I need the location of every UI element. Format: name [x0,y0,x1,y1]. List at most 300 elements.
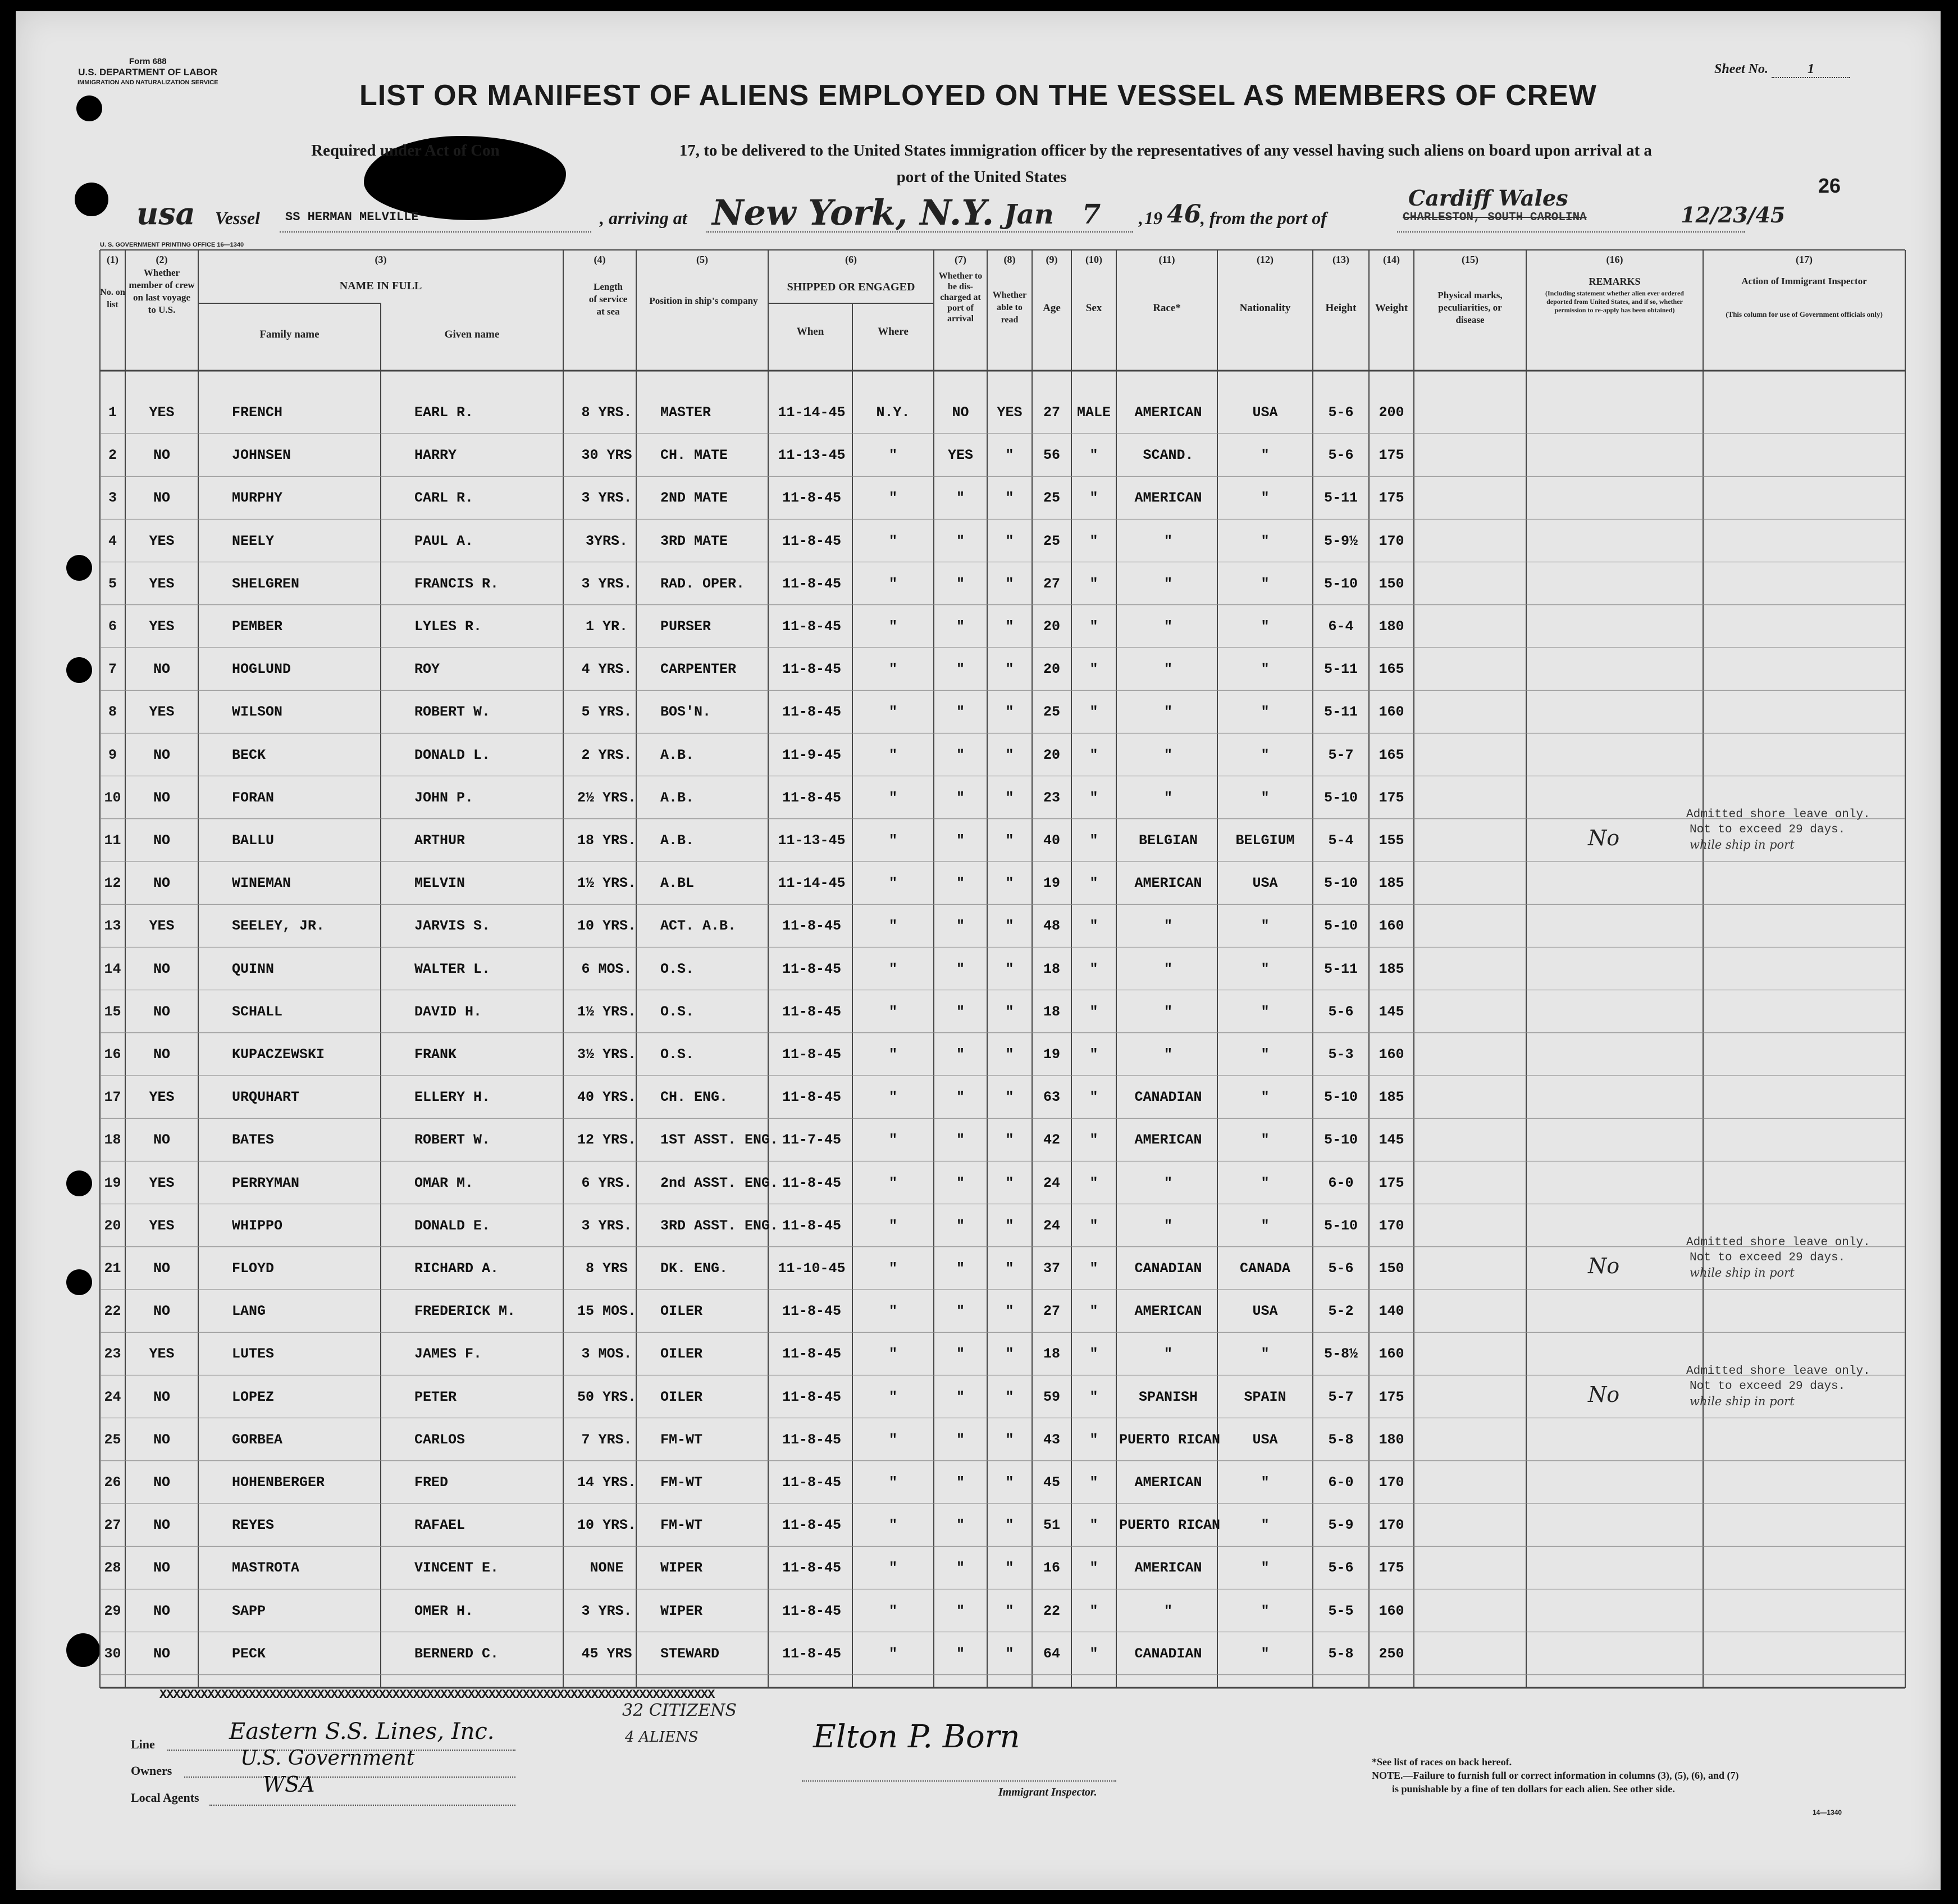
vessel-label: Vessel [215,208,260,228]
col-header-no: No. on list [100,288,125,309]
race-cell: " [1163,618,1172,635]
given-name-cell: OMER H. [414,1602,474,1619]
weight-cell: 140 [1379,1303,1404,1320]
able-to-read-cell: " [1005,1602,1014,1619]
from-port-label: , from the port of [1201,208,1327,228]
row-number: 4 [108,532,117,549]
shipped-where-cell: " [888,918,897,935]
shipped-where-cell: " [888,618,897,635]
arriving-at: New York, N.Y. [712,192,994,233]
from-port-handwritten: Cardiff Wales [1408,185,1568,211]
last-voyage-cell: NO [153,1517,170,1534]
shipped-when-cell: 11-8-45 [782,1388,842,1405]
family-name-cell: WHIPPO [232,1217,283,1234]
age-cell: 24 [1043,1217,1060,1234]
height-cell: 5-8½ [1323,1346,1358,1363]
age-cell: 27 [1043,404,1060,421]
height-cell: 5-7 [1328,1388,1354,1405]
able-to-read-cell: " [1005,1260,1014,1277]
age-cell: 25 [1043,532,1060,549]
given-name-cell: OMAR M. [414,1174,474,1191]
weight-cell: 160 [1379,918,1404,935]
shipped-where-cell: " [888,1174,897,1191]
shipped-when-cell: 11-8-45 [782,1346,842,1363]
shipped-where-cell: " [888,1388,897,1405]
given-name-cell: JARVIS S. [414,918,491,935]
last-voyage-cell: YES [149,618,175,635]
family-name-cell: SCHALL [232,1003,283,1020]
age-cell: 18 [1043,960,1060,977]
race-cell: AMERICAN [1134,490,1202,507]
inspector-signature: Elton P. Born [813,1719,1020,1755]
height-cell: 5-11 [1323,490,1358,507]
given-name-cell: JAMES F. [414,1346,482,1363]
nationality-cell: " [1261,1132,1270,1149]
discharge-cell: " [956,575,965,592]
last-voyage-cell: NO [153,746,170,763]
height-cell: 5-8 [1328,1645,1354,1662]
signature-dotline [802,1780,1116,1782]
age-cell: 20 [1043,746,1060,763]
race-cell: " [1163,918,1172,935]
row-number: 30 [104,1645,121,1662]
remark-no-mark: No [1588,1254,1620,1278]
remark-line: Not to exceed 29 days. [1690,823,1846,836]
discharge-cell: " [956,1560,965,1577]
age-cell: 56 [1043,447,1060,464]
nationality-cell: " [1261,618,1270,635]
able-to-read-cell: " [1005,746,1014,763]
discharge-cell: " [956,1132,965,1149]
age-cell: 20 [1043,618,1060,635]
position-cell: CH. ENG. [660,1089,728,1106]
last-voyage-cell: NO [153,1046,170,1063]
weight-cell: 200 [1379,404,1404,421]
sex-cell: " [1089,875,1098,892]
height-cell: 5-11 [1323,661,1358,678]
agents-label: Local Agents [131,1791,199,1805]
able-to-read-cell: " [1005,1003,1014,1020]
service-length-cell: 6 YRS. [581,1174,632,1191]
last-voyage-cell: NO [153,1003,170,1020]
able-to-read-cell: " [1005,575,1014,592]
row-number: 27 [104,1517,121,1534]
age-cell: 51 [1043,1517,1060,1534]
end-of-list-xline: XXXXXXXXXXXXXXXXXXXXXXXXXXXXXXXXXXXXXXXXXXXXXXXXXXXXXXXXXXXXXXXXXXXXXXXXXXXXXXXXX [159,1688,715,1702]
able-to-read-cell: YES [997,404,1023,421]
sex-cell: " [1089,1517,1098,1534]
position-cell: 2nd ASST. ENG. [660,1174,779,1191]
able-to-read-cell: " [1005,1346,1014,1363]
shipped-when-cell: 11-13-45 [778,447,846,464]
nationality-cell: " [1261,1003,1270,1020]
height-cell: 5-8 [1328,1431,1354,1448]
col-header-family-name: Family name [259,329,320,340]
service-length-cell: 2 YRS. [581,746,632,763]
family-name-cell: HOHENBERGER [232,1474,325,1491]
position-cell: RAD. OPER. [660,575,745,592]
given-name-cell: CARLOS [414,1431,465,1448]
family-name-cell: LANG [232,1303,266,1320]
remark-line: while ship in port [1690,838,1795,851]
nationality-cell: " [1261,1089,1270,1106]
remark-no-mark: No [1588,1382,1620,1407]
discharge-cell: " [956,960,965,977]
column-number: (4) [594,254,606,265]
position-cell: O.S. [660,960,695,977]
printer-line: U. S. GOVERNMENT PRINTING OFFICE 16—1340 [100,242,244,248]
last-voyage-cell: NO [153,1602,170,1619]
last-voyage-cell: YES [149,532,175,549]
nationality-cell: BELGIUM [1235,832,1295,849]
nationality-cell: " [1261,1560,1270,1577]
col-header-discharge: Whether to be dis- charged at port of arrival [938,271,983,324]
row-number: 29 [104,1602,121,1619]
race-cell: " [1163,575,1172,592]
able-to-read-cell: " [1005,875,1014,892]
position-cell: O.S. [660,1046,695,1063]
remark-no-mark: No [1588,826,1620,850]
shipped-when-cell: 11-8-45 [782,532,842,549]
sex-cell: " [1089,490,1098,507]
family-name-cell: WILSON [232,704,283,721]
nationality-cell: " [1261,1474,1270,1491]
service-name: IMMIGRATION AND NATURALIZATION SERVICE [77,79,218,86]
footnote-penalty-cont: is punishable by a fine of ten dollars for each alien. See other side. [1392,1783,1675,1794]
last-voyage-cell: NO [153,789,170,806]
column-number: (3) [375,254,387,265]
row-number: 19 [104,1174,121,1191]
service-length-cell: 14 YRS. [577,1474,637,1491]
last-voyage-cell: NO [153,447,170,464]
discharge-cell: " [956,661,965,678]
row-number: 10 [104,789,121,806]
race-cell: CANADIAN [1134,1260,1202,1277]
nationality-cell: " [1261,447,1270,464]
position-cell: 2ND MATE [660,490,728,507]
aliens-total: 4 ALIENS [625,1729,699,1746]
sex-cell: " [1089,1645,1098,1662]
sex-cell: " [1089,1560,1098,1577]
weight-cell: 155 [1379,832,1404,849]
last-voyage-cell: NO [153,490,170,507]
discharge-cell: " [956,746,965,763]
shipped-where-cell: " [888,490,897,507]
service-length-cell: 12 YRS. [577,1132,637,1149]
given-name-cell: BERNERD C. [414,1645,499,1662]
column-number: (5) [696,254,708,265]
race-cell: AMERICAN [1134,1303,1202,1320]
race-cell: AMERICAN [1134,404,1202,421]
row-number: 15 [104,1003,121,1020]
race-cell: AMERICAN [1134,1560,1202,1577]
last-voyage-cell: YES [149,575,175,592]
shipped-where-cell: " [888,875,897,892]
given-name-cell: CARL R. [414,490,474,507]
given-name-cell: RICHARD A. [414,1260,499,1277]
last-voyage-cell: NO [153,1560,170,1577]
shipped-where-cell: " [888,704,897,721]
height-cell: 5-6 [1328,1560,1354,1577]
shipped-when-cell: 11-9-45 [782,746,842,763]
able-to-read-cell: " [1005,832,1014,849]
able-to-read-cell: " [1005,1474,1014,1491]
discharge-cell: " [956,1388,965,1405]
date-comma: , [1139,208,1143,228]
family-name-cell: NEELY [232,532,275,549]
height-cell: 6-0 [1328,1174,1354,1191]
family-name-cell: SAPP [232,1602,266,1619]
row-number: 17 [104,1089,121,1106]
weight-cell: 250 [1379,1645,1404,1662]
race-cell: " [1163,1046,1172,1063]
line-value: Eastern S.S. Lines, Inc. [229,1719,495,1744]
family-name-cell: SHELGREN [232,575,300,592]
sex-cell: " [1089,575,1098,592]
given-name-cell: EARL R. [414,404,474,421]
row-number: 3 [108,490,117,507]
col-header-name: NAME IN FULL [339,280,422,292]
discharge-cell: " [956,1217,965,1234]
service-length-cell: 7 YRS. [581,1431,632,1448]
weight-cell: 175 [1379,1174,1404,1191]
age-cell: 37 [1043,1260,1060,1277]
service-length-cell: 1 YR. [585,618,628,635]
col-header-weight: Weight [1375,302,1408,314]
position-cell: CARPENTER [660,661,737,678]
last-voyage-cell: NO [153,1303,170,1320]
discharge-cell: " [956,1003,965,1020]
service-length-cell: 50 YRS. [577,1388,637,1405]
able-to-read-cell: " [1005,618,1014,635]
col-header-service: Length of service at sea [588,281,628,317]
shipped-where-cell: " [888,746,897,763]
service-length-cell: 10 YRS. [577,918,637,935]
family-name-cell: FLOYD [232,1260,275,1277]
sex-cell: " [1089,1003,1098,1020]
discharge-cell: " [956,532,965,549]
height-cell: 6-4 [1328,618,1354,635]
weight-cell: 175 [1379,447,1404,464]
family-name-cell: PECK [232,1645,266,1662]
col-header-remarks: REMARKS [1589,276,1641,287]
shipped-where-cell: " [888,1217,897,1234]
sex-cell: " [1089,1303,1098,1320]
service-length-cell: 3 YRS. [581,1602,632,1619]
given-name-cell: PETER [414,1388,457,1405]
column-number: (15) [1462,254,1478,265]
race-cell: " [1163,746,1172,763]
age-cell: 22 [1043,1602,1060,1619]
col-header-action-note: (This column for use of Government officials only) [1726,310,1883,318]
weight-cell: 165 [1379,661,1404,678]
race-cell: " [1163,1003,1172,1020]
family-name-cell: KUPACZEWSKI [232,1046,325,1063]
remark-line: Admitted shore leave only. [1686,1364,1870,1378]
race-cell: PUERTO RICAN [1119,1431,1221,1448]
shipped-where-cell: " [888,1431,897,1448]
given-name-cell: PAUL A. [414,532,474,549]
age-cell: 27 [1043,1303,1060,1320]
col-header-nationality: Nationality [1239,302,1291,314]
discharge-cell: " [956,918,965,935]
able-to-read-cell: " [1005,704,1014,721]
nationality-cell: " [1261,704,1270,721]
able-to-read-cell: " [1005,918,1014,935]
able-to-read-cell: " [1005,1388,1014,1405]
row-number: 11 [104,832,121,849]
position-cell: 1ST ASST. ENG. [660,1132,779,1149]
height-cell: 5-4 [1328,832,1354,849]
column-number: (11) [1158,254,1175,265]
given-name-cell: LYLES R. [414,618,482,635]
shipped-where-cell: " [888,575,897,592]
sex-cell: " [1089,1431,1098,1448]
given-name-cell: ARTHUR [414,832,465,849]
position-cell: FM-WT [660,1474,703,1491]
document-title: LIST OR MANIFEST OF ALIENS EMPLOYED ON THE VESSEL AS MEMBERS OF CREW [359,79,1597,112]
shipped-where-cell: N.Y. [876,404,910,421]
weight-cell: 185 [1379,1089,1404,1106]
given-name-cell: FRANCIS R. [414,575,499,592]
sex-cell: " [1089,1388,1098,1405]
weight-cell: 150 [1379,575,1404,592]
row-number: 6 [108,618,117,635]
age-cell: 43 [1043,1431,1060,1448]
race-cell: SPANISH [1138,1388,1198,1405]
row-number: 1 [108,404,117,421]
position-cell: A.B. [660,746,695,763]
height-cell: 5-10 [1323,918,1358,935]
age-cell: 19 [1043,875,1060,892]
row-number: 18 [104,1132,121,1149]
weight-cell: 165 [1379,746,1404,763]
last-voyage-cell: NO [153,1260,170,1277]
service-length-cell: 3 YRS. [581,490,632,507]
race-cell: CANADIAN [1134,1089,1202,1106]
discharge-cell: " [956,1303,965,1320]
remark-line: while ship in port [1690,1394,1795,1408]
col-header-age: Age [1043,302,1061,314]
given-name-cell: ROBERT W. [414,704,491,721]
weight-cell: 180 [1379,618,1404,635]
weight-cell: 180 [1379,1431,1404,1448]
owners-value: U.S. Government [240,1747,415,1770]
height-cell: 5-10 [1323,875,1358,892]
given-name-cell: VINCENT E. [414,1560,499,1577]
last-voyage-cell: YES [149,918,175,935]
able-to-read-cell: " [1005,447,1014,464]
service-length-cell: 6 MOS. [581,960,632,977]
shipped-when-cell: 11-8-45 [782,1217,842,1234]
shipped-when-cell: 11-8-45 [782,1303,842,1320]
shipped-when-cell: 11-7-45 [782,1132,842,1149]
nationality-cell: " [1261,490,1270,507]
weight-cell: 160 [1379,1046,1404,1063]
service-length-cell: 3 YRS. [581,1217,632,1234]
age-cell: 23 [1043,789,1060,806]
shipped-when-cell: 11-8-45 [782,960,842,977]
sex-cell: " [1089,918,1098,935]
position-cell: FM-WT [660,1517,703,1534]
citizens-total: 32 CITIZENS [622,1701,737,1720]
family-name-cell: URQUHART [232,1089,300,1106]
position-cell: ACT. A.B. [660,918,737,935]
last-voyage-cell: NO [153,875,170,892]
shipped-when-cell: 11-10-45 [778,1260,846,1277]
nationality-cell: USA [1252,404,1278,421]
weight-cell: 175 [1379,1560,1404,1577]
column-number: (14) [1383,254,1400,265]
service-length-cell: 3YRS. [585,532,628,549]
nationality-cell: " [1261,746,1270,763]
service-length-cell: 3 MOS. [581,1346,632,1363]
family-name-cell: JOHNSEN [232,447,291,464]
race-cell: " [1163,1217,1172,1234]
col-header-shipped: SHIPPED OR ENGAGED [787,281,915,293]
shipped-when-cell: 11-8-45 [782,918,842,935]
service-length-cell: 1½ YRS. [577,875,637,892]
shipped-where-cell: " [888,1346,897,1363]
col-header-race: Race* [1153,302,1181,314]
height-cell: 5-6 [1328,1260,1354,1277]
family-name-cell: FORAN [232,789,275,806]
given-name-cell: DAVID H. [414,1003,482,1020]
family-name-cell: SEELEY, JR. [232,918,325,935]
height-cell: 6-0 [1328,1474,1354,1491]
line-label: Line [131,1737,155,1751]
last-voyage-cell: YES [149,704,175,721]
able-to-read-cell: " [1005,661,1014,678]
owners-label: Owners [131,1764,172,1778]
nationality-cell: " [1261,1346,1270,1363]
agents-value: WSA [263,1772,315,1797]
row-number: 22 [104,1303,121,1320]
column-number: (17) [1796,254,1813,265]
able-to-read-cell: " [1005,960,1014,977]
footnote-races: *See list of races on back hereof. [1372,1756,1512,1768]
service-length-cell: 8 YRS. [581,404,632,421]
service-length-cell: 5 YRS. [581,704,632,721]
age-cell: 40 [1043,832,1060,849]
nationality-cell: " [1261,789,1270,806]
remark-line: Admitted shore leave only. [1686,1236,1870,1249]
nationality-cell: " [1261,532,1270,549]
family-name-cell: FRENCH [232,404,283,421]
last-voyage-cell: NO [153,1132,170,1149]
nationality-cell: " [1261,1217,1270,1234]
manifest-sheet [16,11,1941,1890]
age-cell: 18 [1043,1003,1060,1020]
sex-cell: " [1089,1217,1098,1234]
page-number: 26 [1818,174,1841,197]
last-voyage-cell: YES [149,1089,175,1106]
subtitle-part-b: 17, to be delivered to the United States immigration officer by the representatives of any vessel having such aliens on board upon arrival at a [679,142,1652,160]
shipped-where-cell: " [888,789,897,806]
given-name-cell: WALTER L. [414,960,491,977]
sex-cell: " [1089,1260,1098,1277]
height-cell: 5-6 [1328,1003,1354,1020]
row-number: 8 [108,704,117,721]
service-length-cell: 15 MOS. [577,1303,637,1320]
service-length-cell: 3 YRS. [581,575,632,592]
discharge-cell: " [956,1431,965,1448]
row-number: 21 [104,1260,121,1277]
shipped-when-cell: 11-8-45 [782,1089,842,1106]
shipped-where-cell: " [888,1474,897,1491]
shipped-when-cell: 11-8-45 [782,1560,842,1577]
weight-cell: 185 [1379,960,1404,977]
